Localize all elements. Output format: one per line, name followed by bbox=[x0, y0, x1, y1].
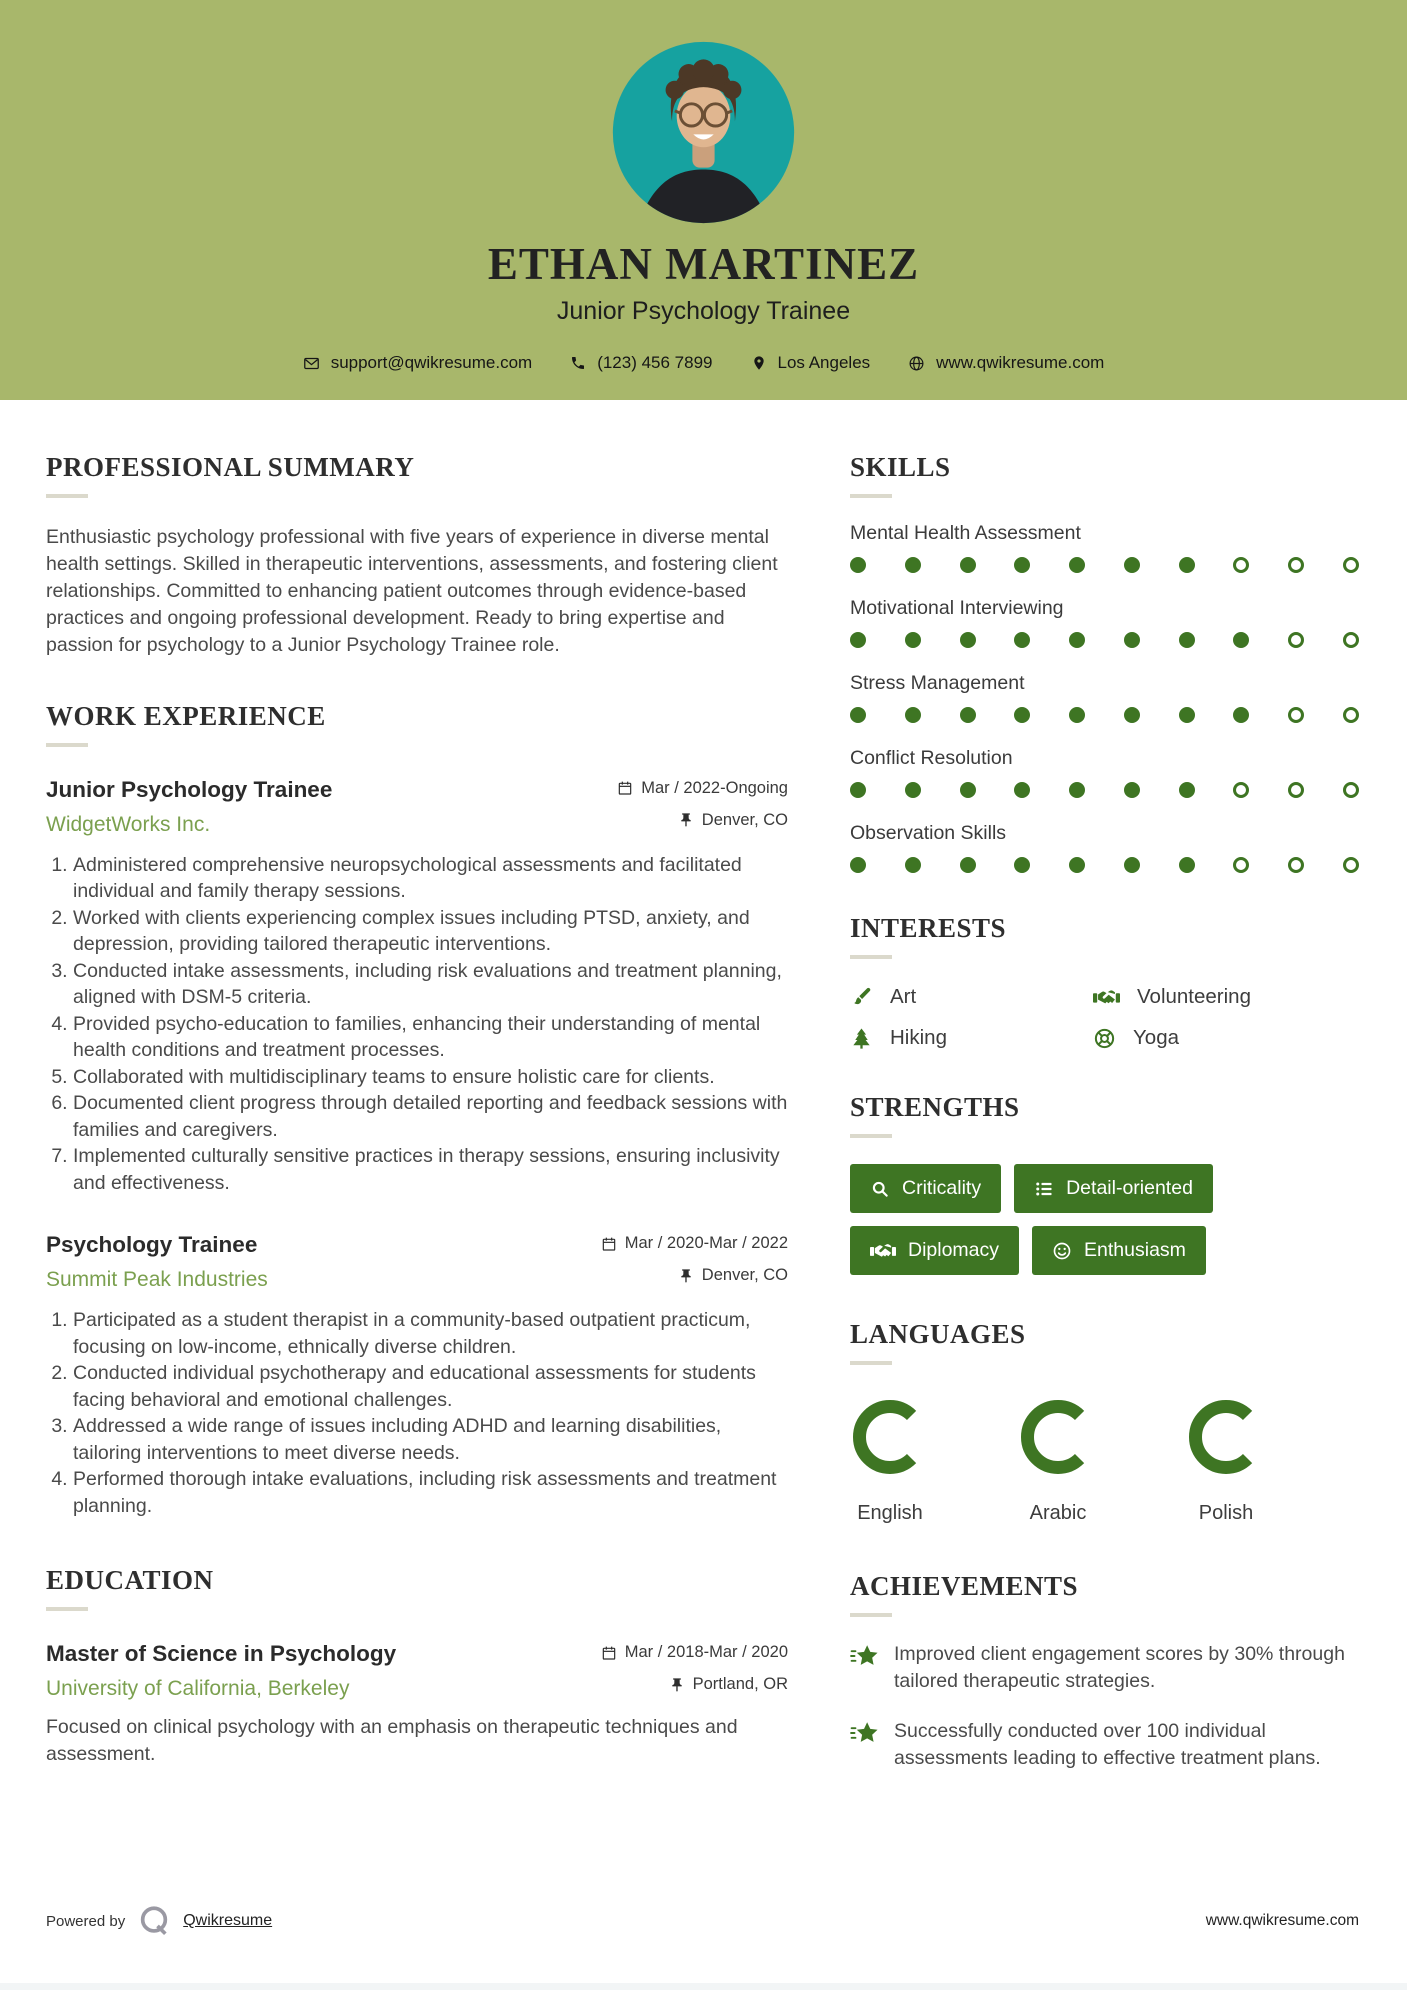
contact-row bbox=[0, 353, 1407, 373]
skill-dot bbox=[1343, 707, 1359, 723]
skill-dot bbox=[1288, 857, 1304, 873]
job-meta bbox=[617, 777, 788, 830]
strengths-row bbox=[850, 1226, 1359, 1275]
heading-rule bbox=[850, 1361, 892, 1365]
job-location: Denver, CO bbox=[701, 1266, 788, 1285]
skill-dot bbox=[1069, 632, 1085, 648]
education-entry bbox=[46, 1641, 788, 1768]
skill-name: Stress Management bbox=[850, 672, 1025, 694]
contact-email-text: support@qwikresume.com bbox=[330, 353, 533, 372]
section-skills bbox=[850, 454, 1359, 873]
wheel-icon bbox=[1093, 1027, 1116, 1050]
skill-dot bbox=[1233, 707, 1249, 723]
list-icon bbox=[1034, 1179, 1054, 1199]
education-location-row bbox=[601, 1675, 788, 1694]
contact-phone bbox=[570, 353, 712, 373]
job-bullet: 1. Administered comprehensive neuropsychological assessments and facilitated individual and family therapy sessions. bbox=[73, 852, 788, 905]
language-gauge-icon bbox=[850, 1397, 930, 1477]
heading-rule bbox=[46, 1607, 88, 1611]
candidate-title: Junior Psychology Trainee bbox=[556, 297, 851, 325]
skill-dot bbox=[1124, 857, 1140, 873]
language-gauge-icon bbox=[1186, 1397, 1266, 1477]
job-bullet: 3. Addressed a wide range of issues including ADHD and learning disabilities, tailoring interventions to meet diverse needs. bbox=[73, 1413, 788, 1466]
skill-dot bbox=[905, 707, 921, 723]
interest-yoga bbox=[1093, 1026, 1359, 1050]
education-location: Portland, OR bbox=[692, 1675, 788, 1694]
job-location: Denver, CO bbox=[701, 810, 788, 829]
interest-label: Yoga bbox=[1133, 1026, 1179, 1049]
location-icon bbox=[751, 355, 767, 371]
skill-dot bbox=[1179, 707, 1195, 723]
skill-dot bbox=[960, 632, 976, 648]
contact-phone-text: (123) 456 7899 bbox=[597, 353, 713, 372]
job-entry bbox=[46, 777, 788, 1197]
skill-dot bbox=[1014, 707, 1030, 723]
skills-heading: SKILLS bbox=[850, 452, 951, 482]
job-bullet: 4. Performed thorough intake evaluations, including risk assessments and treatment planning. bbox=[73, 1466, 788, 1519]
language-name: English bbox=[857, 1502, 923, 1524]
star-icon bbox=[850, 1641, 880, 1694]
tree-icon bbox=[850, 1027, 873, 1050]
skill-dot bbox=[1069, 707, 1085, 723]
interest-hiking bbox=[850, 1026, 1093, 1050]
calendar-icon bbox=[617, 780, 633, 796]
languages-row bbox=[850, 1397, 1359, 1525]
heading-rule bbox=[850, 955, 892, 959]
job-bullet: 4. Provided psycho-education to families, enhancing their understanding of mental health conditions and treatment processes. bbox=[73, 1011, 788, 1064]
skill-dot bbox=[1343, 557, 1359, 573]
job-date: Mar / 2020-Mar / 2022 bbox=[624, 1234, 788, 1253]
section-interests bbox=[850, 915, 1359, 1050]
education-heading: EDUCATION bbox=[46, 1565, 214, 1596]
strength-badge-criticality bbox=[850, 1164, 1001, 1213]
skill-rating-dots bbox=[850, 632, 1359, 648]
summary-heading: PROFESSIONAL SUMMARY bbox=[46, 452, 415, 482]
skill-dot bbox=[1343, 782, 1359, 798]
content-columns bbox=[0, 400, 1407, 1771]
job-date-row bbox=[601, 1234, 788, 1253]
skill-rating-dots bbox=[850, 557, 1359, 573]
skill-dot bbox=[960, 782, 976, 798]
skill-name: Mental Health Assessment bbox=[850, 522, 1081, 544]
envelope-icon bbox=[303, 355, 320, 372]
skill-dot bbox=[1343, 632, 1359, 648]
profile-photo bbox=[611, 40, 796, 225]
education-date: Mar / 2018-Mar / 2020 bbox=[624, 1643, 788, 1662]
job-bullet-list bbox=[46, 1307, 788, 1519]
job-meta bbox=[601, 1232, 788, 1285]
achievement-text: Successfully conducted over 100 individual assessments leading to effective treatment plans. bbox=[894, 1720, 1321, 1769]
heading-rule bbox=[850, 1613, 892, 1617]
contact-location-text: Los Angeles bbox=[777, 353, 871, 372]
skill-dot bbox=[905, 857, 921, 873]
section-strengths bbox=[850, 1094, 1359, 1275]
skill-dot bbox=[1014, 857, 1030, 873]
language-item bbox=[1018, 1397, 1098, 1525]
strength-label: Detail-oriented bbox=[1066, 1177, 1193, 1199]
handshake-icon bbox=[870, 1241, 896, 1261]
skill-item bbox=[850, 747, 1359, 798]
skill-dot bbox=[1233, 782, 1249, 798]
skill-dot bbox=[1233, 557, 1249, 573]
strength-badge-detail-oriented bbox=[1014, 1164, 1213, 1213]
interest-label: Art bbox=[890, 985, 917, 1008]
skill-dot bbox=[850, 557, 866, 573]
qwikresume-logo-icon bbox=[137, 1904, 171, 1938]
skill-dot bbox=[905, 557, 921, 573]
job-bullet: 1. Participated as a student therapist in a community-based outpatient practicum, focusing on low-income, ethnically diverse children. bbox=[73, 1307, 788, 1360]
skill-dot bbox=[1343, 857, 1359, 873]
skill-name: Motivational Interviewing bbox=[850, 597, 1064, 619]
language-name: Arabic bbox=[1029, 1502, 1087, 1524]
job-title: Psychology Trainee bbox=[46, 1232, 258, 1258]
skill-dot bbox=[1288, 632, 1304, 648]
education-date-row bbox=[601, 1643, 788, 1662]
skill-rating-dots bbox=[850, 782, 1359, 798]
job-company: Summit Peak Industries bbox=[46, 1268, 268, 1292]
job-company: WidgetWorks Inc. bbox=[46, 812, 211, 836]
strength-badge-diplomacy bbox=[850, 1226, 1019, 1275]
skill-dot bbox=[1179, 632, 1195, 648]
job-entry bbox=[46, 1232, 788, 1519]
skill-dot bbox=[1288, 707, 1304, 723]
skill-dot bbox=[850, 782, 866, 798]
job-title-block bbox=[46, 1232, 268, 1292]
calendar-icon bbox=[601, 1236, 617, 1252]
footer-brand-group bbox=[46, 1904, 272, 1938]
skill-dot bbox=[1288, 557, 1304, 573]
education-meta bbox=[601, 1641, 788, 1694]
right-column bbox=[850, 454, 1359, 1771]
header-banner bbox=[0, 0, 1407, 400]
skill-dot bbox=[905, 782, 921, 798]
paintbrush-icon bbox=[850, 986, 873, 1009]
job-bullet: 6. Documented client progress through detailed reporting and feedback sessions with families and caregivers. bbox=[73, 1090, 788, 1143]
language-gauge-icon bbox=[1018, 1397, 1098, 1477]
interest-label: Hiking bbox=[890, 1026, 947, 1049]
footer bbox=[46, 1904, 1359, 1938]
job-title: Junior Psychology Trainee bbox=[46, 776, 333, 802]
job-bullet: 7. Implemented culturally sensitive practices in therapy sessions, ensuring inclusivity and effectiveness. bbox=[73, 1143, 788, 1196]
section-education bbox=[46, 1567, 788, 1768]
contact-location bbox=[751, 353, 871, 373]
interest-volunteering bbox=[1093, 985, 1359, 1009]
job-header bbox=[46, 777, 788, 837]
language-item bbox=[850, 1397, 930, 1525]
job-header bbox=[46, 1232, 788, 1292]
skill-dot bbox=[1014, 782, 1030, 798]
pushpin-icon bbox=[678, 812, 694, 828]
skill-item bbox=[850, 522, 1359, 573]
section-experience bbox=[46, 700, 788, 1520]
skill-dot bbox=[960, 857, 976, 873]
pushpin-icon bbox=[669, 1677, 685, 1693]
strength-badge-enthusiasm bbox=[1032, 1226, 1206, 1275]
contact-website-text: www.qwikresume.com bbox=[936, 353, 1105, 372]
achievement-item bbox=[850, 1641, 1359, 1694]
smiley-icon bbox=[1052, 1241, 1072, 1261]
skill-dot bbox=[1014, 557, 1030, 573]
strength-label: Diplomacy bbox=[908, 1239, 1000, 1261]
job-bullet: 2. Worked with clients experiencing complex issues including PTSD, anxiety, and depression, providing tailored therapeutic interventions. bbox=[73, 905, 788, 958]
interests-grid bbox=[850, 985, 1359, 1050]
left-column bbox=[46, 454, 788, 1771]
skill-name: Conflict Resolution bbox=[850, 747, 1013, 769]
strength-label: Criticality bbox=[902, 1177, 982, 1199]
heading-rule bbox=[850, 494, 892, 498]
heading-rule bbox=[850, 1134, 892, 1138]
job-title-block bbox=[46, 777, 332, 837]
candidate-name: ETHAN MARTINEZ bbox=[487, 239, 920, 289]
job-bullet: 3. Conducted intake assessments, including risk evaluations and treatment planning, aligned with DSM-5 criteria. bbox=[73, 958, 788, 1011]
section-summary bbox=[46, 454, 788, 659]
language-name: Polish bbox=[1198, 1502, 1254, 1524]
person-portrait-icon bbox=[611, 40, 796, 225]
skill-dot bbox=[1179, 857, 1195, 873]
job-date-row bbox=[617, 779, 788, 798]
calendar-icon bbox=[601, 1645, 617, 1661]
skill-item bbox=[850, 672, 1359, 723]
skill-dot bbox=[1069, 782, 1085, 798]
skill-dot bbox=[1179, 557, 1195, 573]
powered-by-label: Powered by bbox=[46, 1912, 126, 1930]
education-header bbox=[46, 1641, 788, 1701]
education-title-block bbox=[46, 1641, 396, 1701]
skill-dot bbox=[1288, 782, 1304, 798]
search-icon bbox=[870, 1179, 890, 1199]
degree-title: Master of Science in Psychology bbox=[46, 1641, 397, 1667]
skill-dot bbox=[1124, 707, 1140, 723]
pushpin-icon bbox=[678, 1268, 694, 1284]
skill-item bbox=[850, 597, 1359, 648]
skill-dot bbox=[1233, 632, 1249, 648]
skill-dot bbox=[1233, 857, 1249, 873]
job-date: Mar / 2022-Ongoing bbox=[641, 778, 788, 797]
interests-heading: INTERESTS bbox=[850, 913, 1007, 943]
skill-dot bbox=[850, 632, 866, 648]
phone-icon bbox=[570, 355, 586, 371]
globe-icon bbox=[908, 355, 925, 372]
contact-website bbox=[908, 353, 1104, 373]
skill-dot bbox=[1069, 557, 1085, 573]
languages-heading: LANGUAGES bbox=[850, 1319, 1026, 1349]
job-bullet: 2. Conducted individual psychotherapy and educational assessments for students facing behavioral and emotional challenges. bbox=[73, 1360, 788, 1413]
skill-name: Observation Skills bbox=[850, 822, 1007, 844]
language-item bbox=[1186, 1397, 1266, 1525]
star-icon bbox=[850, 1718, 880, 1771]
bottom-strip bbox=[0, 1983, 1407, 1990]
summary-text: Enthusiastic psychology professional with five years of experience in diverse mental health settings. Skilled in therapeutic interventions, assessments, and fostering client relationships. Committed to enhancing patient outcomes through evidence-based practices and ongoing professional development. Ready to bring expertise and passion for psychology to a Junior Psychology Trainee role. bbox=[46, 526, 778, 656]
strengths-heading: STRENGTHS bbox=[850, 1092, 1020, 1122]
strength-label: Enthusiasm bbox=[1084, 1239, 1186, 1261]
qwikresume-link[interactable]: Qwikresume bbox=[183, 1912, 273, 1929]
skill-dot bbox=[1124, 557, 1140, 573]
achievement-item bbox=[850, 1718, 1359, 1771]
skill-dot bbox=[850, 857, 866, 873]
achievements-heading: ACHIEVEMENTS bbox=[850, 1571, 1079, 1601]
skill-rating-dots bbox=[850, 857, 1359, 873]
interest-art bbox=[850, 985, 1093, 1009]
skill-dot bbox=[1124, 782, 1140, 798]
skill-dot bbox=[1179, 782, 1195, 798]
job-location-row bbox=[601, 1266, 788, 1285]
skill-item bbox=[850, 822, 1359, 873]
section-languages bbox=[850, 1321, 1359, 1525]
heading-rule bbox=[46, 494, 88, 498]
job-location-row bbox=[617, 811, 788, 830]
skill-dot bbox=[960, 557, 976, 573]
section-achievements bbox=[850, 1573, 1359, 1771]
job-bullet: 5. Collaborated with multidisciplinary teams to ensure holistic care for clients. bbox=[73, 1064, 788, 1091]
experience-heading: WORK EXPERIENCE bbox=[46, 700, 326, 731]
heading-rule bbox=[46, 743, 88, 747]
education-description: Focused on clinical psychology with an emphasis on therapeutic techniques and assessment. bbox=[46, 1716, 738, 1766]
skill-dot bbox=[1014, 632, 1030, 648]
school-name: University of California, Berkeley bbox=[46, 1677, 350, 1701]
job-bullet-list bbox=[46, 852, 788, 1197]
handshake-icon bbox=[1093, 987, 1120, 1008]
skill-dot bbox=[960, 707, 976, 723]
strengths-row bbox=[850, 1164, 1359, 1213]
skill-rating-dots bbox=[850, 707, 1359, 723]
skill-dot bbox=[905, 632, 921, 648]
skill-dot bbox=[850, 707, 866, 723]
skill-dot bbox=[1069, 857, 1085, 873]
contact-email bbox=[303, 353, 533, 373]
footer-website: www.qwikresume.com bbox=[1205, 1912, 1359, 1929]
interest-label: Volunteering bbox=[1137, 985, 1251, 1008]
achievement-text: Improved client engagement scores by 30% through tailored therapeutic strategies. bbox=[894, 1643, 1345, 1692]
skill-dot bbox=[1124, 632, 1140, 648]
